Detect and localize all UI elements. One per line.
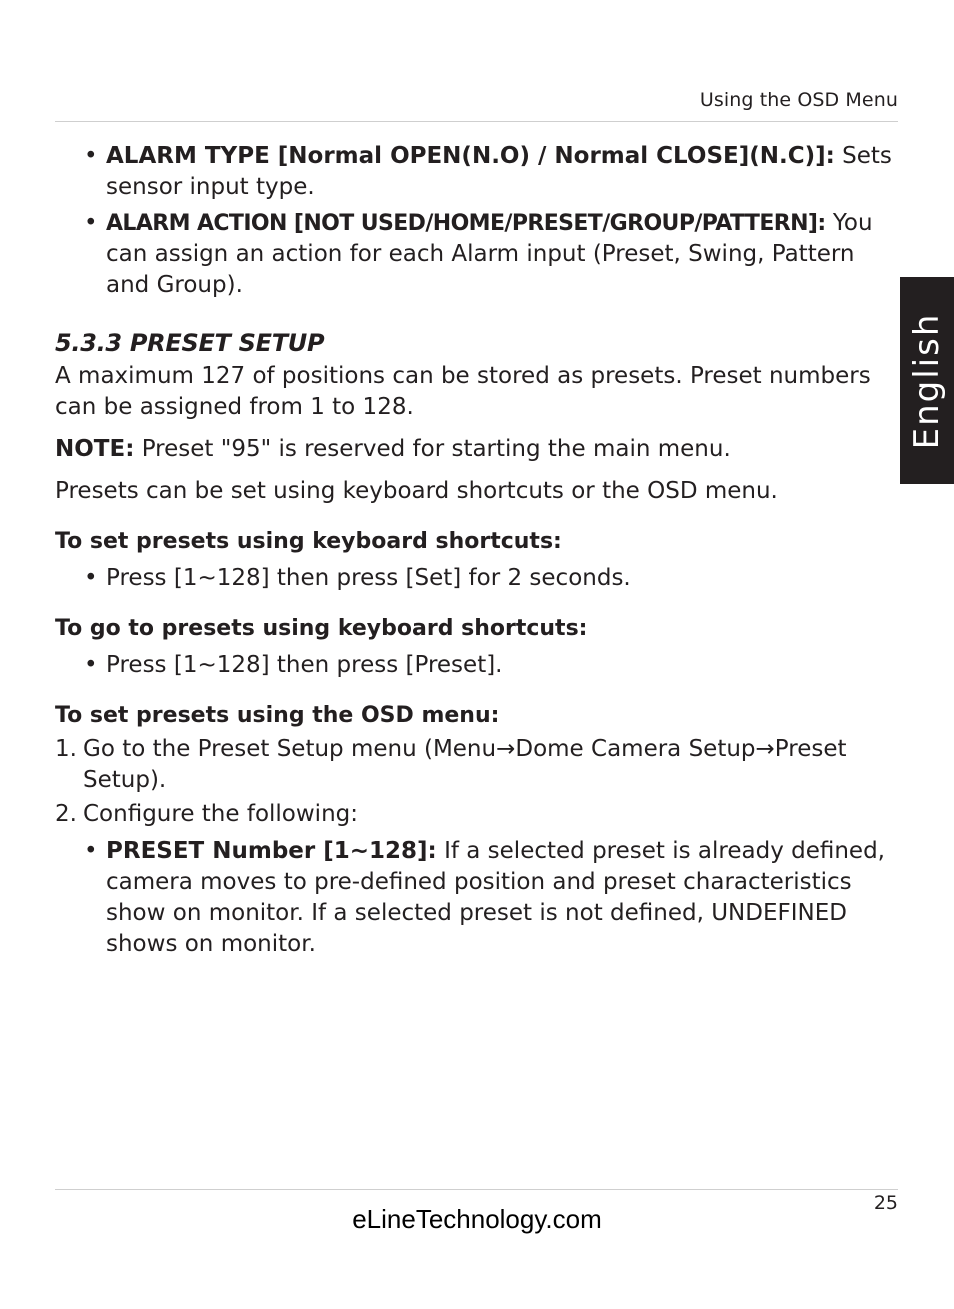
- step-text: Configure the following:: [83, 801, 358, 827]
- step-number: 1.: [55, 736, 77, 762]
- language-tab-label: English: [907, 312, 947, 449]
- bullet-dot: •: [84, 838, 98, 864]
- note: [55, 434, 897, 465]
- bullet-dot: •: [84, 210, 98, 236]
- note-label: NOTE:: [55, 436, 135, 462]
- subheading-set-osd: To set presets using the OSD menu:: [55, 703, 500, 728]
- note-text: Preset "95" is reserved for starting the main menu.: [141, 436, 731, 462]
- running-header: Using the OSD Menu: [699, 89, 898, 111]
- bullet-term: ALARM ACTION [NOT USED/HOME/PRESET/GROUP/PATTERN]:: [106, 211, 826, 236]
- language-tab: [900, 277, 954, 484]
- page-number: 25: [873, 1192, 898, 1214]
- footer-website: eLineTechnology.com: [352, 1204, 602, 1234]
- step-item: [55, 734, 897, 796]
- header-divider: [55, 121, 898, 122]
- bullet-desc: Sets sensor input type.: [106, 143, 892, 200]
- section-intro: A maximum 127 of positions can be stored as presets. Preset numbers can be assigned from 1 to 128.: [55, 363, 871, 420]
- subheading-goto-keyboard: To go to presets using keyboard shortcuts:: [55, 616, 588, 641]
- step-number: 2.: [55, 801, 77, 827]
- bullet-dot: •: [84, 143, 98, 169]
- footer-divider: [55, 1189, 898, 1190]
- bullet-dot: •: [84, 565, 98, 591]
- bullet-text: Press [1~128] then press [Set] for 2 seconds.: [106, 565, 631, 591]
- section-summary: Presets can be set using keyboard shortcuts or the OSD menu.: [55, 478, 778, 504]
- step-text: Go to the Preset Setup menu (Menu→Dome Camera Setup→Preset Setup).: [83, 736, 847, 793]
- step-item: [55, 799, 897, 830]
- section-heading: 5.3.3 PRESET SETUP: [55, 329, 325, 357]
- bullet-term: PRESET Number [1~128]:: [106, 838, 437, 864]
- bullet-term: ALARM TYPE [Normal OPEN(N.O) / Normal CLOSE](N.C)]:: [106, 143, 835, 169]
- list-item: [55, 563, 897, 594]
- bullet-alarm-type: [55, 141, 897, 203]
- bullet-preset-number: [55, 836, 897, 960]
- list-item: [55, 650, 897, 681]
- bullet-text: Press [1~128] then press [Preset].: [106, 652, 503, 678]
- page-content: [55, 141, 897, 960]
- bullet-alarm-action: [55, 208, 897, 301]
- subheading-set-keyboard: To set presets using keyboard shortcuts:: [55, 529, 562, 554]
- bullet-desc: If a selected preset is already defined, camera moves to pre-defined position and preset characteristics show on monitor. If a selected preset is not defined, UNDEFINED shows on monitor.: [106, 838, 885, 957]
- bullet-dot: •: [84, 652, 98, 678]
- bullet-desc: You can assign an action for each Alarm input (Preset, Swing, Pattern and Group).: [106, 210, 873, 298]
